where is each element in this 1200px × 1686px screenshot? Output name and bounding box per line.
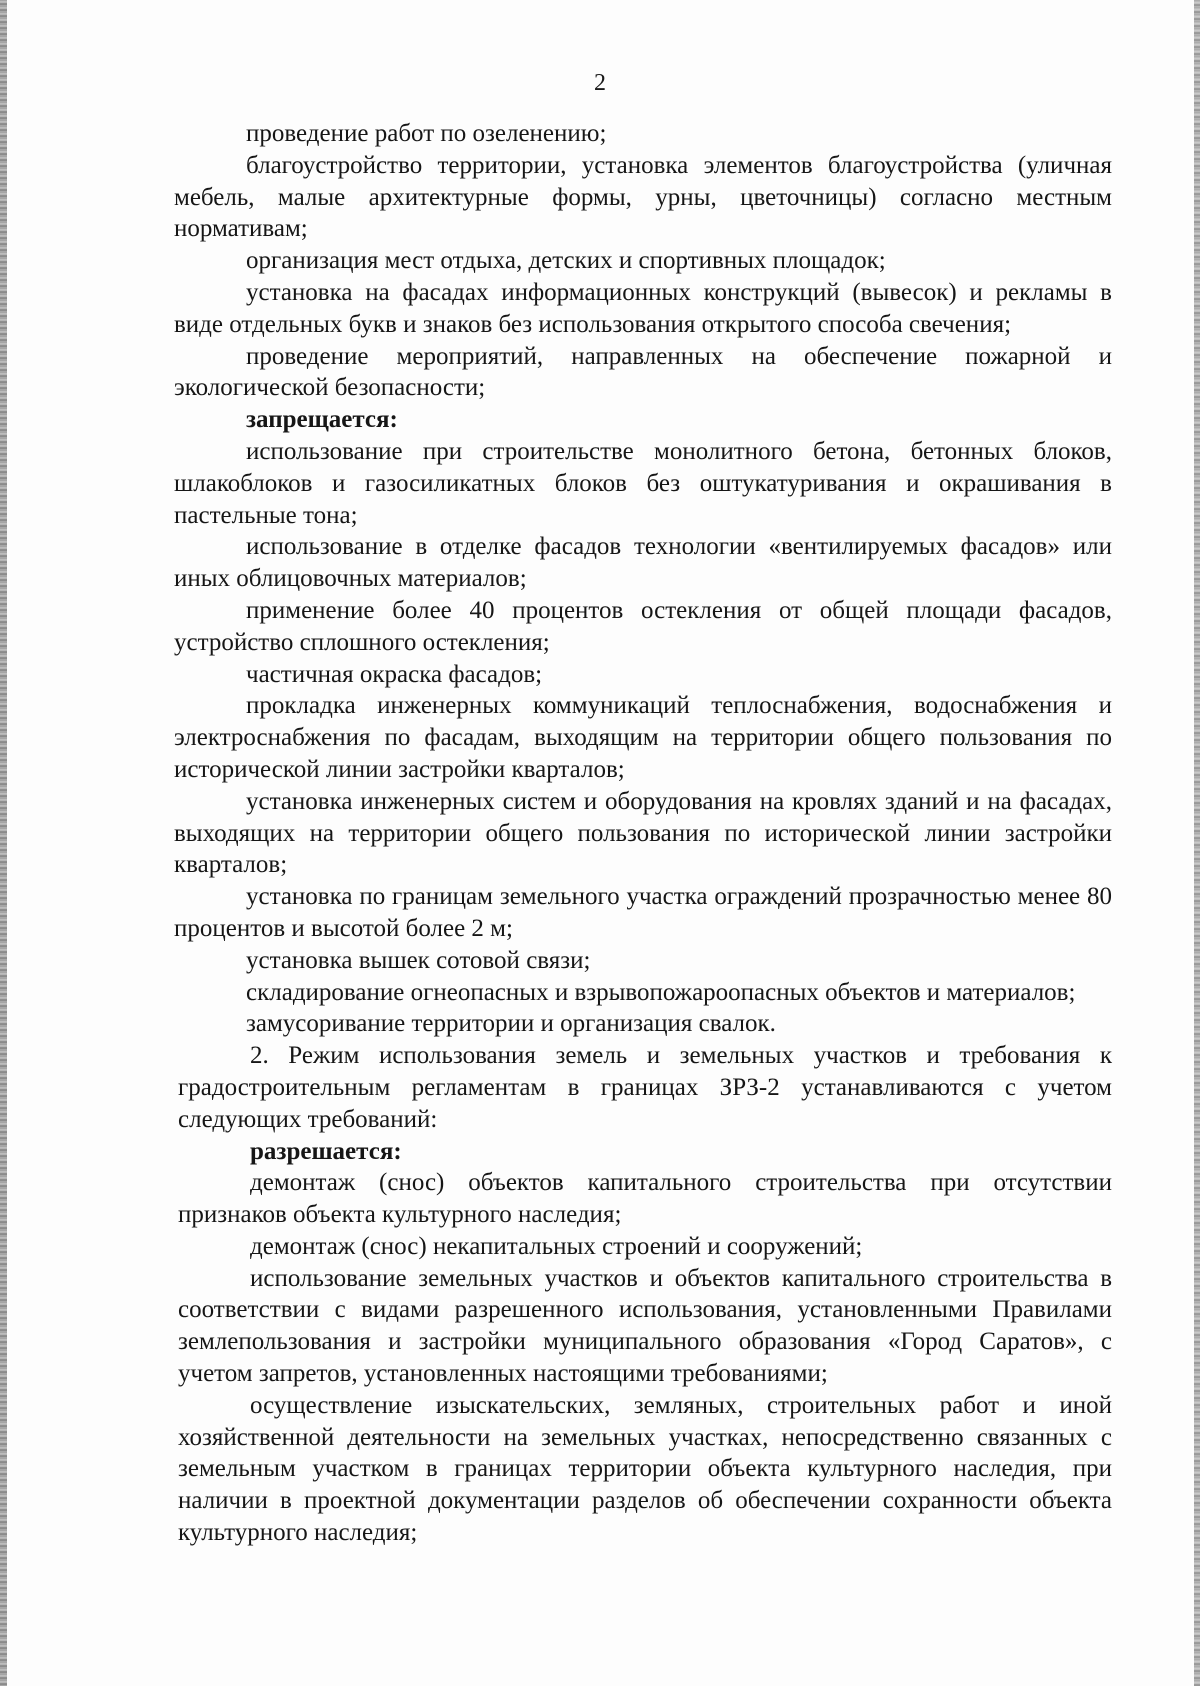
paragraph: использование земельных участков и объектов капитального строительства в соответствии с видами разрешенного использования, установленными Правилами землепользования и застройки муниципального образования «Город Саратов», с учетом запретов, установленных настоящими требованиями; [178, 1264, 1112, 1388]
section-heading-prohibited: запрещается: [246, 406, 398, 434]
paragraph: использование при строительстве монолитного бетона, бетонных блоков, шлакоблоков и газосиликатных блоков без оштукатуривания и окрашивания в пастельные тона; [174, 437, 1112, 529]
section-2 [178, 1040, 1112, 1549]
paragraph: демонтаж (снос) некапитальных строений и сооружений; [250, 1232, 863, 1260]
scan-right-edge [1194, 0, 1200, 1686]
section-heading-allowed: разрешается: [250, 1137, 402, 1165]
paragraph: использование в отделке фасадов технологии «вентилируемых фасадов» или иных облицовочных материалов; [174, 533, 1112, 593]
paragraph: благоустройство территории, установка элементов благоустройства (уличная мебель, малые архитектурные формы, урны, цветочницы) согласно местным нормативам; [174, 151, 1112, 243]
paragraph: установка на фасадах информационных конструкций (вывесок) и рекламы в виде отдельных букв и знаков без использования открытого способа свечения; [174, 278, 1112, 338]
paragraph: проведение работ по озеленению; [246, 120, 607, 147]
paragraph: частичная окраска фасадов; [246, 660, 543, 688]
document-body [174, 118, 1112, 1549]
paragraph: прокладка инженерных коммуникаций теплоснабжения, водоснабжения и электроснабжения по фасадам, выходящим на территории общего пользования по исторической линии застройки кварталов; [174, 692, 1112, 783]
paragraph: демонтаж (снос) объектов капитального строительства при отсутствии признаков объекта культурного наследия; [178, 1169, 1112, 1229]
paragraph: замусоривание территории и организация свалок. [246, 1010, 776, 1038]
paragraph: осуществление изыскательских, земляных, строительных работ и иной хозяйственной деятельности на земельных участках, непосредственно связанных с земельным участком в границах территории объекта культурного наследия, при наличии в проектной документации разделов об обеспечении сохранности объекта культурного наследия; [178, 1391, 1112, 1547]
numbered-paragraph: 2. Режим использования земель и земельных участков и требования к градостроительным регламентам в границах ЗРЗ-2 устанавливаются с учетом следующих требований: [178, 1042, 1112, 1133]
paragraph: организация мест отдыха, детских и спортивных площадок; [246, 247, 886, 275]
paragraph: складирование огнеопасных и взрывопожароопасных объектов и материалов; [246, 978, 1076, 1006]
paragraph: установка инженерных систем и оборудования на кровлях зданий и на фасадах, выходящих на территории общего пользования по исторической линии застройки кварталов; [174, 787, 1112, 879]
paragraph: установка вышек сотовой связи; [246, 946, 591, 974]
paragraph: проведение мероприятий, направленных на обеспечение пожарной и экологической безопасности; [174, 342, 1112, 402]
paragraph: установка по границам земельного участка ограждений прозрачностью менее 80 процентов и высотой более 2 м; [174, 883, 1112, 942]
paragraph: применение более 40 процентов остекления от общей площади фасадов, устройство сплошного остекления; [174, 596, 1112, 656]
scan-left-edge [0, 0, 7, 1686]
page-number: 2 [594, 70, 606, 96]
